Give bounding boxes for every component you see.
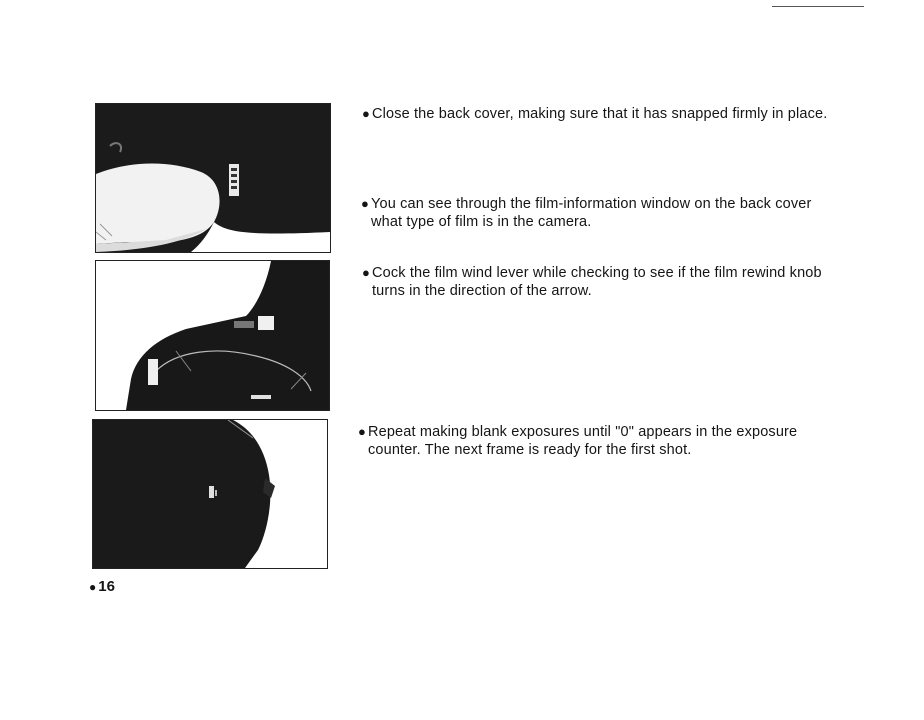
bullet-icon: ●	[362, 265, 371, 280]
instruction-step-film-window	[361, 195, 831, 231]
bullet-icon: ●	[361, 196, 370, 211]
film-wind-lever-photo	[95, 260, 330, 411]
bullet-icon: ●	[89, 580, 97, 594]
instruction-text: Repeat making blank exposures until "0" appears in the exposure counter. The next frame is ready for the first shot.	[368, 424, 798, 458]
instruction-step-close-cover	[362, 105, 832, 123]
camera-back-cover-photo	[95, 103, 331, 253]
instruction-text: Cock the film wind lever while checking to see if the film rewind knob turns in the direction of the arrow.	[372, 265, 822, 299]
page-number	[89, 578, 115, 595]
exposure-counter-photo	[92, 419, 328, 569]
instruction-step-cock-lever	[362, 264, 842, 300]
instruction-text: You can see through the film-information window on the back cover what type of film is in the camera.	[371, 196, 812, 230]
instruction-step-blank-exposures	[358, 423, 848, 459]
page-number-value: 16	[98, 578, 115, 595]
top-rule	[772, 6, 864, 7]
bullet-icon: ●	[362, 106, 371, 121]
bullet-icon: ●	[358, 424, 367, 439]
instruction-text: Close the back cover, making sure that it has snapped firmly in place.	[372, 106, 828, 122]
